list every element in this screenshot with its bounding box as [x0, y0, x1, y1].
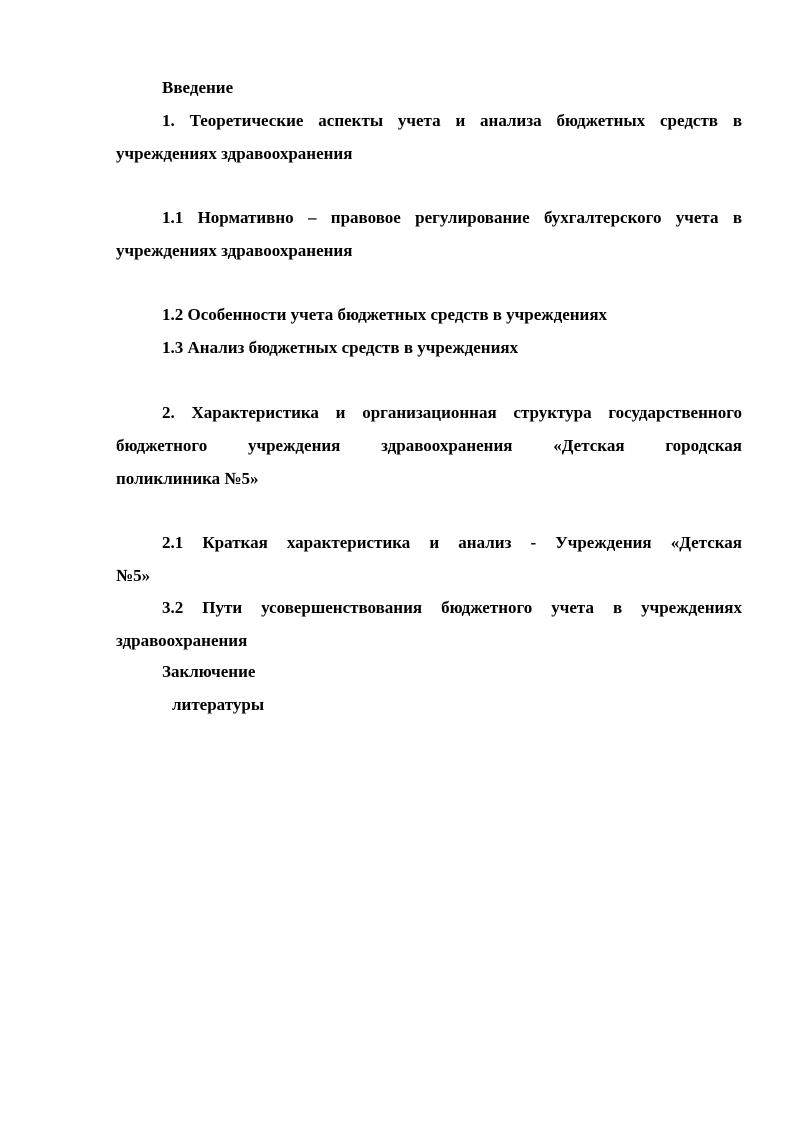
toc-section-1-2: 1.2 Особенности учета бюджетных средств в учреждениях [162, 305, 608, 324]
toc-section-2-line-3: поликлиника №5» [116, 469, 259, 488]
toc-section-1-1-line-2: учреждениях здравоохранения [116, 241, 353, 260]
toc-section-2-1-line-1: 2.1 Краткая характеристика и анализ - Учреждения «Детская [162, 533, 742, 552]
toc-introduction: Введение [162, 78, 234, 97]
toc-section-1-line-1: 1. Теоретические аспекты учета и анализа бюджетных средств в [162, 111, 742, 130]
toc-section-2-line-2: бюджетного учреждения здравоохранения «Детская городская [116, 436, 742, 455]
toc-section-1-line-2: учреждениях здравоохранения [116, 144, 353, 163]
toc-section-1-1-line-1: 1.1 Нормативно – правовое регулирование бухгалтерского учета в [162, 208, 742, 227]
toc-section-1-3: 1.3 Анализ бюджетных средств в учреждениях [162, 338, 519, 357]
toc-section-2-1-line-2: №5» [116, 566, 151, 585]
toc-section-2-line-1: 2. Характеристика и организационная структура государственного [162, 403, 742, 422]
toc-literature: литературы [172, 695, 265, 714]
toc-section-3-2-line-2: здравоохранения [116, 631, 248, 650]
toc-conclusion: Заключение [162, 662, 256, 681]
toc-section-3-2-line-1: 3.2 Пути усовершенствования бюджетного учета в учреждениях [162, 598, 742, 617]
